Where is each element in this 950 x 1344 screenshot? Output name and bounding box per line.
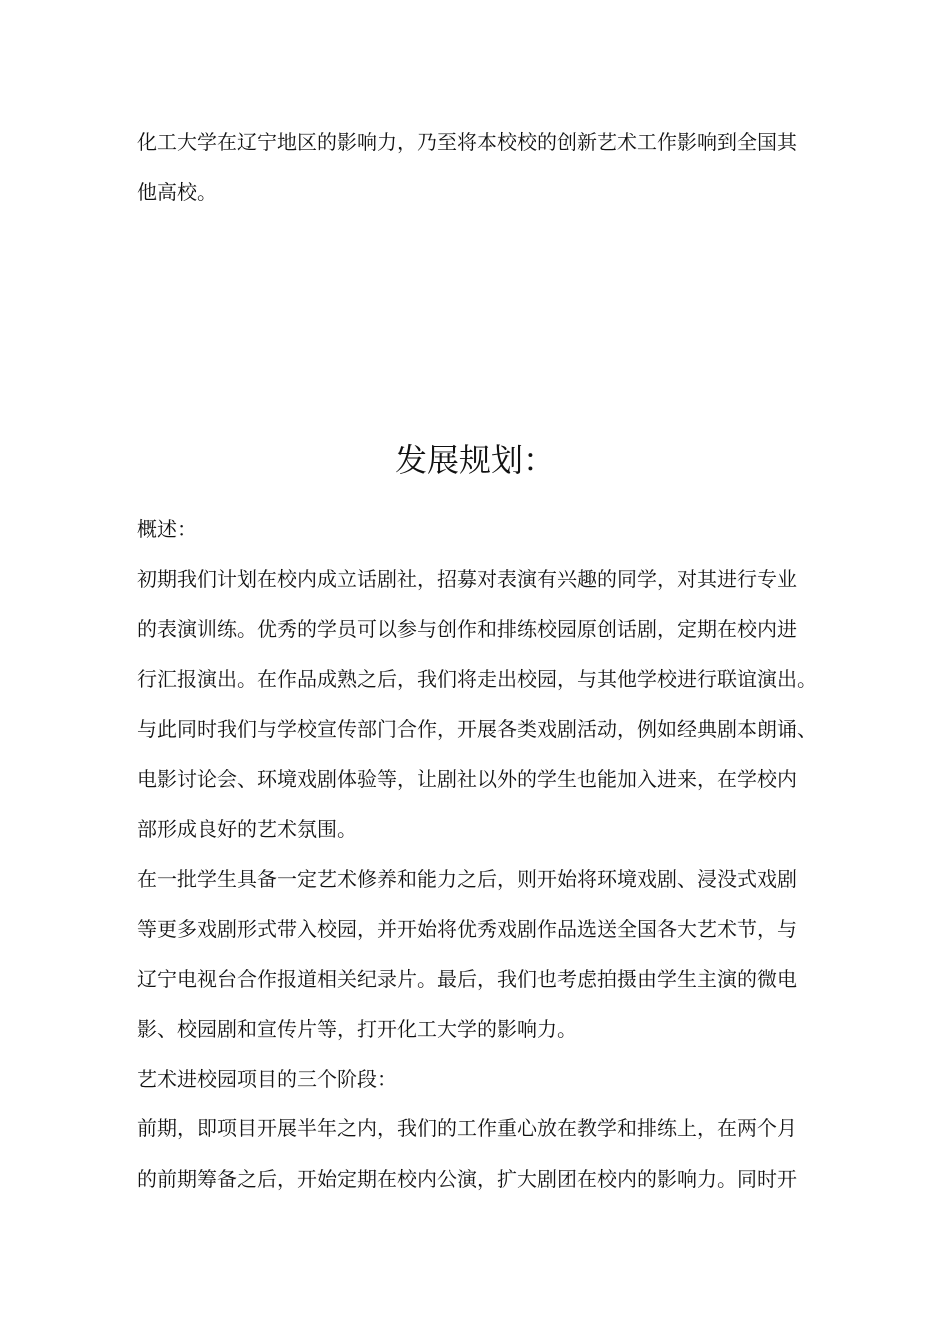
paragraph3-line-2: 的前期筹备之后，开始定期在校内公演，扩大剧团在校内的影响力。同时开 [137, 1167, 797, 1191]
paragraph3-line-1: 前期，即项目开展半年之内，我们的工作重心放在教学和排练上，在两个月 [137, 1116, 797, 1140]
paragraph1-line-6: 部形成良好的艺术氛围。 [137, 817, 357, 841]
paragraph2-line-2: 等更多戏剧形式带入校园，并开始将优秀戏剧作品选送全国各大艺术节，与 [137, 917, 797, 941]
top-paragraph-line-2: 他高校。 [137, 180, 217, 204]
paragraph1-line-2: 的表演训练。优秀的学员可以参与创作和排练校园原创话剧，定期在校内进 [137, 617, 797, 641]
paragraph1-line-4: 与此同时我们与学校宣传部门合作，开展各类戏剧活动，例如经典剧本朗诵、 [137, 717, 817, 741]
paragraph1-line-1: 初期我们计划在校内成立话剧社，招募对表演有兴趣的同学，对其进行专业 [137, 567, 797, 591]
paragraph2-line-4: 影、校园剧和宣传片等，打开化工大学的影响力。 [137, 1017, 577, 1041]
paragraph1-line-3: 行汇报演出。在作品成熟之后，我们将走出校园，与其他学校进行联谊演出。 [137, 667, 817, 691]
stages-label: 艺术进校园项目的三个阶段： [137, 1067, 397, 1091]
top-paragraph-line-1: 化工大学在辽宁地区的影响力，乃至将本校校的创新艺术工作影响到全国其 [137, 130, 797, 154]
paragraph2-line-1: 在一批学生具备一定艺术修养和能力之后，则开始将环境戏剧、浸没式戏剧 [137, 867, 797, 891]
section-heading: 发展规划： [394, 441, 555, 479]
overview-label: 概述： [137, 517, 197, 541]
paragraph2-line-3: 辽宁电视台合作报道相关纪录片。最后，我们也考虑拍摄由学生主演的微电 [137, 967, 797, 991]
paragraph1-line-5: 电影讨论会、环境戏剧体验等，让剧社以外的学生也能加入进来，在学校内 [137, 767, 797, 791]
